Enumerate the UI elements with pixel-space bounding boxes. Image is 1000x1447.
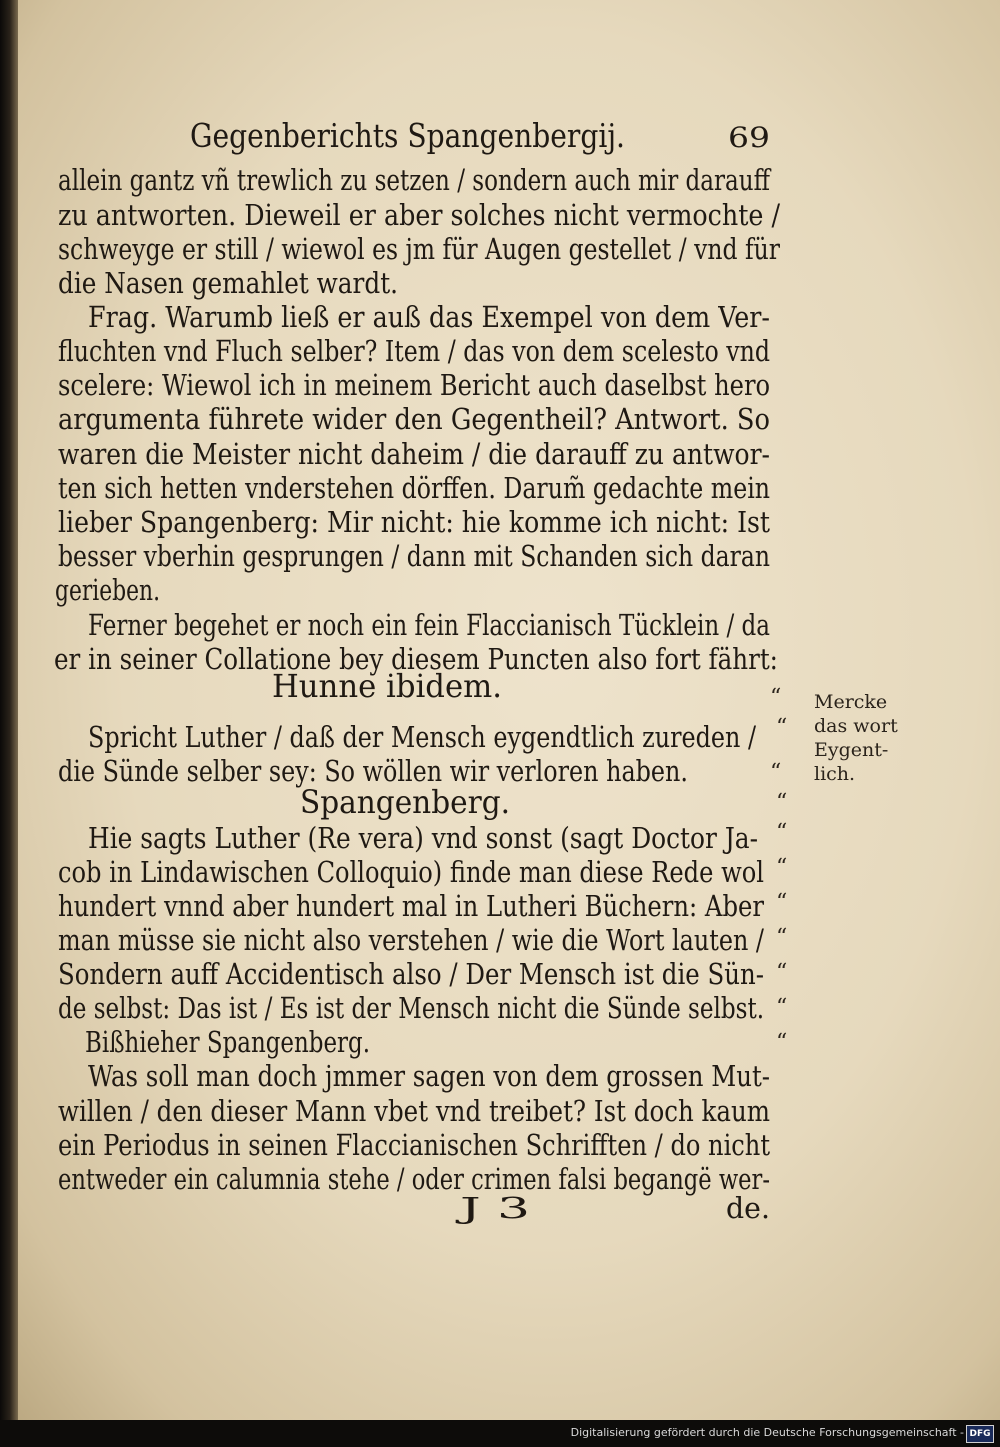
quote-mark: “ [776, 790, 788, 815]
text-line: Sondern auff Accidentisch also / Der Mensch ist die Sün- [58, 957, 764, 991]
text-line: ein Periodus in seinen Flaccianischen Schrifften / do nicht [58, 1128, 771, 1162]
section-heading-hunne: Hunne ibidem. [272, 667, 503, 705]
text-line: er in seiner Collatione bey diesem Puncten also fort fährt: [54, 642, 778, 676]
quote-mark: “ [776, 890, 788, 915]
text-line: Hie sagts Luther (Re vera) vnd sonst (sagt Doctor Ja- [88, 821, 759, 855]
signature-mark: J 3 [460, 1191, 531, 1225]
text-line: willen / den dieser Mann vbet vnd treibet? Ist doch kaum [58, 1094, 771, 1128]
quote-mark: “ [776, 715, 788, 740]
text-line: lieber Spangenberg: Mir nicht: hie komme ich nicht: Ist [58, 505, 770, 539]
text-line: fluchten vnd Fluch selber? Item / das von dem scelesto vnd [58, 334, 771, 368]
quote-mark: “ [776, 855, 788, 880]
quote-mark: “ [776, 1030, 788, 1055]
quote-line: Spricht Luther / daß der Mensch eygendtlich zureden / [88, 720, 757, 754]
text-line: cob in Lindawischen Colloquio) finde man diese Rede wol [58, 855, 764, 889]
text-line: Frag. Warumb ließ er auß das Exempel von dem Ver- [88, 300, 770, 334]
quote-mark: “ [776, 960, 788, 985]
section-heading-spangenberg: Spangenberg. [300, 783, 511, 821]
text-line: gerieben. [55, 573, 161, 607]
text-line: Was soll man doch jmmer sagen von dem grossen Mut- [88, 1059, 771, 1093]
text-line: de selbst: Das ist / Es ist der Mensch nicht die Sünde selbst. [58, 991, 765, 1025]
text-line: die Nasen gemahlet wardt. [58, 266, 399, 300]
digitization-footer [0, 1420, 1000, 1447]
text-line: zu antworten. Dieweil er aber solches nicht vermochte / [58, 198, 781, 232]
text-line: besser vberhin gesprungen / dann mit Schanden sich daran [58, 539, 770, 573]
text-line: allein gantz vñ trewlich zu setzen / sondern auch mir darauff [58, 163, 771, 197]
quote-mark: “ [770, 685, 782, 710]
funding-credit: Digitalisierung gefördert durch die Deutsche Forschungsgemeinschaft - [570, 1426, 964, 1439]
text-line: Ferner begehet er noch ein fein Flaccianisch Tücklein / da [88, 608, 770, 642]
page-gutter-shadow [0, 0, 18, 1420]
text-line: ten sich hetten vnderstehen dörffen. Darum̃ gedachte mein [58, 471, 771, 505]
text-line: schweyge er still / wiewol es jm für Augen gestellet / vnd für [58, 232, 780, 266]
text-line: waren die Meister nicht daheim / die darauff zu antwor- [58, 437, 771, 471]
page-number: 69 [728, 121, 771, 154]
quote-line: die Sünde selber sey: So wöllen wir verloren haben. [58, 754, 688, 788]
text-line: man müsse sie nicht also verstehen / wie die Wort lauten / [58, 923, 764, 957]
quote-mark: “ [776, 925, 788, 950]
text-line: entweder ein calumnia stehe / oder crimen falsi begangë wer- [58, 1162, 771, 1196]
text-line: scelere: Wiewol ich in meinem Bericht auch daselbst hero [58, 368, 771, 402]
quote-mark: “ [770, 760, 782, 785]
text-line: hundert vnnd aber hundert mal in Lutheri Büchern: Aber [58, 889, 764, 923]
text-line: Bißhieher Spangenberg. [85, 1025, 371, 1059]
running-title: Gegenberichts Spangenbergij. [190, 116, 625, 155]
quote-mark: “ [776, 820, 788, 845]
margin-note: Mercke das wort Eygent-lich. [814, 691, 898, 785]
catchword: de. [726, 1191, 771, 1225]
text-line: argumenta führete wider den Gegentheil? Antwort. So [58, 402, 770, 436]
quote-mark: “ [776, 995, 788, 1020]
dfg-logo: DFG [966, 1425, 994, 1443]
